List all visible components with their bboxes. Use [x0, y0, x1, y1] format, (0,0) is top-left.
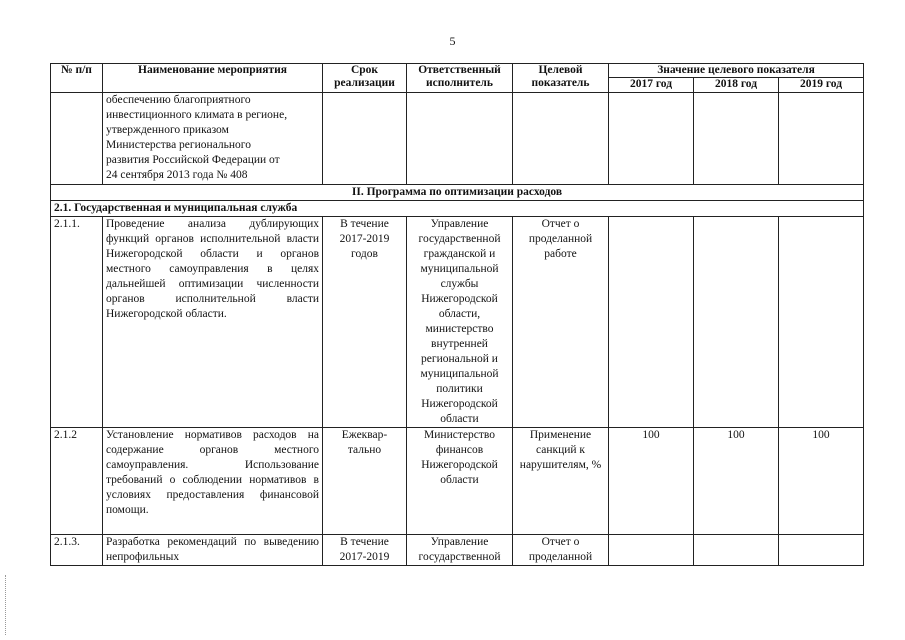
row-responsible: Министерство финансов Нижегородской области	[407, 428, 513, 535]
row-term: В течение 2017-2019 годов	[323, 217, 407, 428]
measures-table	[50, 63, 864, 566]
row-value-2019: 100	[779, 428, 864, 535]
row-value-2018	[694, 217, 779, 428]
row-term: Ежеквар-тально	[323, 428, 407, 535]
header-target-line1: Целевой	[538, 64, 583, 76]
row-value-2018	[694, 535, 779, 566]
header-year-2018: 2018 год	[694, 78, 779, 93]
continuation-row	[51, 93, 864, 185]
continuation-line: инвестиционного климата в регионе,	[106, 109, 288, 121]
row-num: 2.1.2	[51, 428, 103, 535]
header-year-2017: 2017 год	[609, 78, 694, 93]
row-name: Проведение анализа дублирующих функций органов исполнительной власти Нижегородской области и органов местного самоуправления в целях дальнейшей оптимизации численности органов исполнительной власти Нижегородской области.	[103, 217, 323, 428]
section-row	[51, 185, 864, 201]
header-responsible-line2: исполнитель	[426, 77, 493, 89]
row-value-2017	[609, 217, 694, 428]
row-responsible: Управление государственной	[407, 535, 513, 566]
header-responsible	[407, 64, 513, 93]
header-num: № п/п	[51, 64, 103, 93]
table-row	[51, 535, 864, 566]
subsection-row	[51, 201, 864, 217]
header-responsible-line1: Ответственный	[418, 64, 501, 76]
header-target-line2: показатель	[531, 77, 590, 89]
header-value-group: Значение целевого показателя	[609, 64, 864, 78]
row-name: Разработка рекомендаций по выведению непрофильных	[103, 535, 323, 566]
row-value-2018: 100	[694, 428, 779, 535]
row-value-2017	[609, 535, 694, 566]
row-num: 2.1.1.	[51, 217, 103, 428]
header-term-line2: реализации	[334, 77, 395, 89]
continuation-line: 24 сентября 2013 года № 408	[106, 169, 248, 181]
scan-margin-marks	[5, 575, 9, 635]
header-name: Наименование мероприятия	[103, 64, 323, 93]
header-year-2019: 2019 год	[779, 78, 864, 93]
header-term	[323, 64, 407, 93]
row-value-2019	[779, 535, 864, 566]
row-target: Применение санкций к нарушителям, %	[513, 428, 609, 535]
row-value-2019	[779, 217, 864, 428]
subsection-title: 2.1. Государственная и муниципальная служба	[51, 201, 864, 217]
section-title: II. Программа по оптимизации расходов	[51, 185, 864, 201]
continuation-text	[103, 93, 323, 185]
row-num: 2.1.3.	[51, 535, 103, 566]
table-row	[51, 428, 864, 535]
row-target: Отчет о проделанной	[513, 535, 609, 566]
continuation-line: Министерства регионального	[106, 139, 251, 151]
header-term-line1: Срок	[350, 64, 379, 76]
page-number: 5	[449, 34, 456, 48]
row-name: Установление нормативов расходов на содержание органов местного самоуправления. Использование требований о соблюдении нормативов в условиях предоставления финансовой помощи.	[103, 428, 323, 535]
header-target	[513, 64, 609, 93]
continuation-line: обеспечению благоприятного	[106, 94, 251, 106]
table-row	[51, 217, 864, 428]
row-responsible: Управление государственной гражданской и муниципальной службы Нижегородской области, министерство внутренней региональной и муниципальной политики Нижегородской области	[407, 217, 513, 428]
continuation-line: развития Российской Федерации от	[106, 154, 280, 166]
row-target: Отчет о проделанной работе	[513, 217, 609, 428]
row-value-2017: 100	[609, 428, 694, 535]
row-term: В течение 2017-2019	[323, 535, 407, 566]
continuation-line: утвержденного приказом	[106, 124, 229, 136]
